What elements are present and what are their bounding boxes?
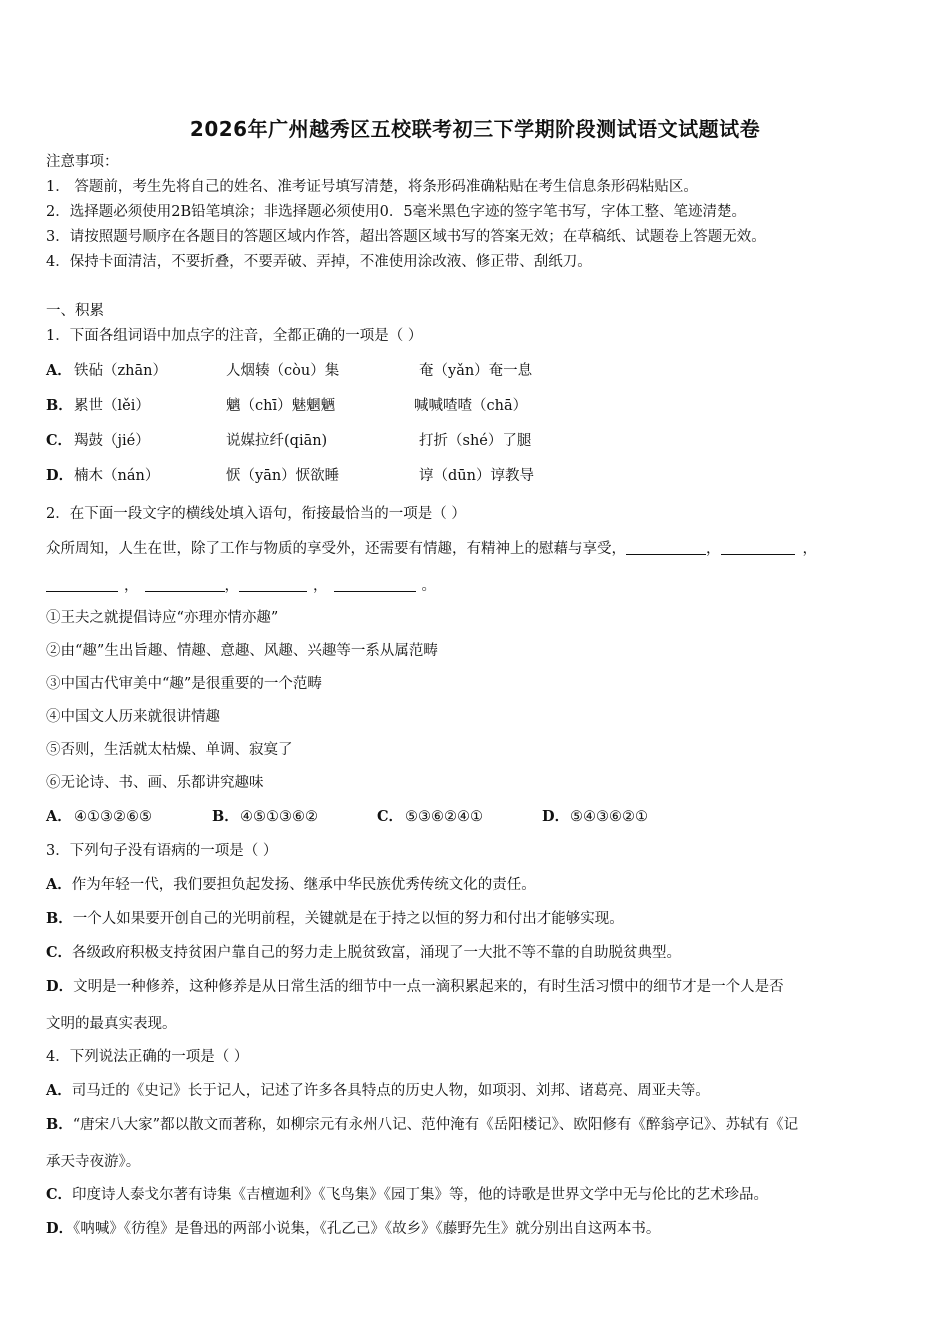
option-letter: B． [46, 397, 73, 414]
notice-item: 1． 答题前，考生先将自己的姓名、准考证号填写清楚，将条形码准确粘贴在考生信息条形码粘贴区。 [46, 179, 698, 195]
q2-sentence: ②由“趣”生出旨趣、情趣、意趣、风趣、兴趣等一系从属范畴 [46, 643, 438, 659]
q4-option-b [46, 1116, 798, 1134]
option-letter: C． [377, 808, 404, 825]
notice-item: 3．请按照题号顺序在各题目的答题区域内作答，超出答题区域书写的答案无效；在草稿纸、试题卷上答题无效。 [46, 229, 766, 245]
option-text: 《呐喊》《彷徨》是鲁迅的两部小说集，《孔乙己》《故乡》《藤野先生》就分别出自这两本书。 [73, 1221, 661, 1237]
q2-sentence: ⑤否则，生活就太枯燥、单调、寂寞了 [46, 742, 293, 758]
fill-blank [334, 577, 416, 592]
option-text: 恹（yān）恹欲睡 [226, 468, 340, 484]
q3-option-d-cont: 文明的最真实表现。 [46, 1016, 177, 1032]
option-text: 司马迁的《史记》长于记人，记述了许多各具特点的历史人物，如项羽、刘邦、诸葛亮、周亚夫等。 [71, 1083, 710, 1099]
option-text: ⑤③⑥②④① [405, 809, 483, 825]
option-letter: B． [46, 910, 73, 927]
fill-blank [626, 540, 706, 555]
option-text: 说媒拉纤(qiān) [226, 433, 328, 449]
q2-sentence: ①王夫之就提倡诗应“亦理亦情亦趣” [46, 610, 279, 626]
option-text: 印度诗人泰戈尔著有诗集《吉檀迦利》《飞鸟集》《园丁集》等，他的诗歌是世界文学中无与伦比的艺术珍品。 [72, 1187, 769, 1203]
option-text: 奄（yǎn）奄一息 [419, 363, 533, 379]
option-letter: A． [46, 1082, 72, 1099]
q1-stem: 1．下面各组词语中加点字的注音，全都正确的一项是（ ） [46, 328, 423, 344]
q4-option-a [46, 1082, 710, 1100]
option-text: 谆（dūn）谆教导 [419, 468, 534, 484]
q1-option-b [46, 397, 906, 415]
q2-sentence: ③中国古代审美中“趣”是很重要的一个范畴 [46, 676, 322, 692]
q3-option-a [46, 876, 536, 894]
q2-options [46, 808, 906, 826]
option-letter: B． [46, 1116, 73, 1133]
q1-option-c [46, 432, 906, 450]
option-letter: A． [46, 876, 72, 893]
notice-item: 2．选择题必须使用2B铅笔填涂；非选择题必须使用0．5毫米黑色字迹的签字笔书写，字体工整、笔迹清楚。 [46, 204, 747, 220]
option-text: “唐宋八大家”都以散文而著称，如柳宗元有永州八记、范仲淹有《岳阳楼记》、欧阳修有《醉翁亭记》、苏轼有《记 [72, 1117, 799, 1133]
option-letter: D． [542, 808, 570, 825]
q4-option-b-cont: 承天寺夜游》。 [46, 1154, 141, 1170]
option-letter: D． [46, 978, 74, 995]
q3-option-c [46, 944, 681, 962]
punct: ， [224, 578, 239, 594]
q2-passage [46, 540, 908, 558]
q4-stem: 4．下列说法正确的一项是（ ） [46, 1049, 249, 1065]
q4-option-d [46, 1220, 660, 1238]
option-text: 打折（shé）了腿 [419, 433, 532, 449]
q2-blanks [46, 577, 436, 595]
punct: 。 [421, 578, 436, 594]
option-text: 魑（chī）魅魍魉 [226, 398, 336, 414]
q3-option-b [46, 910, 624, 928]
option-text: 楠木（nán） [74, 468, 160, 484]
option-letter: B． [212, 808, 239, 825]
option-text: 各级政府积极支持贫困户靠自己的努力走上脱贫致富，涌现了一大批不等不靠的自助脱贫典型。 [72, 945, 682, 961]
fill-blank [145, 577, 225, 592]
option-letter: A． [46, 362, 72, 379]
q3-option-d [46, 978, 784, 996]
fill-blank [721, 540, 795, 555]
option-letter: D． [46, 1220, 74, 1237]
option-letter: D． [46, 467, 74, 484]
page-title: 2026年广州越秀区五校联考初三下学期阶段测试语文试题试卷 [189, 117, 761, 141]
punct: ， [802, 541, 817, 557]
punct: ， [706, 541, 721, 557]
q2-stem: 2．在下面一段文字的横线处填入语句，衔接最恰当的一项是（ ） [46, 506, 466, 522]
option-text: 羯鼓（jié） [74, 433, 150, 449]
option-letter: C． [46, 944, 73, 961]
option-text: 文明是一种修养，这种修养是从日常生活的细节中一点一滴积累起来的，有时生活习惯中的细节才是一个人是否 [73, 979, 784, 995]
option-text: 一个人如果要开创自己的光明前程，关键就是在于持之以恒的努力和付出才能够实现。 [72, 911, 624, 927]
punct: ， [313, 578, 328, 594]
option-text: ④①③②⑥⑤ [74, 809, 152, 825]
q1-option-d [46, 467, 906, 485]
option-text: ④⑤①③⑥② [240, 809, 318, 825]
option-text: ⑤④③⑥②① [570, 809, 648, 825]
q4-option-c [46, 1186, 768, 1204]
fill-blank [239, 577, 307, 592]
option-text: 铁砧（zhān） [74, 363, 167, 379]
punct: ， [124, 578, 139, 594]
option-text: 累世（lěi） [74, 398, 150, 414]
q3-stem: 3．下列句子没有语病的一项是（ ） [46, 843, 278, 859]
notice-item: 4．保持卡面清洁，不要折叠，不要弄破、弄掉，不准使用涂改液、修正带、刮纸刀。 [46, 254, 592, 270]
q2-sentence: ⑥无论诗、书、画、乐都讲究趣味 [46, 775, 264, 791]
option-text: 喊喊喳喳（chā） [414, 398, 528, 414]
q2-sentence: ④中国文人历来就很讲情趣 [46, 709, 220, 725]
section-heading: 一、积累 [46, 303, 104, 319]
fill-blank [46, 577, 118, 592]
passage-text: 众所周知，人生在世，除了工作与物质的享受外，还需要有情趣，有精神上的慰藉与享受， [46, 541, 626, 557]
q1-option-a [46, 362, 906, 380]
option-letter: C． [46, 432, 73, 449]
notice-heading: 注意事项： [46, 154, 119, 170]
option-letter: C． [46, 1186, 73, 1203]
option-letter: A． [46, 808, 72, 825]
option-text: 作为年轻一代，我们要担负起发扬、继承中华民族优秀传统文化的责任。 [71, 877, 536, 893]
option-text: 人烟辏（còu）集 [226, 363, 340, 379]
